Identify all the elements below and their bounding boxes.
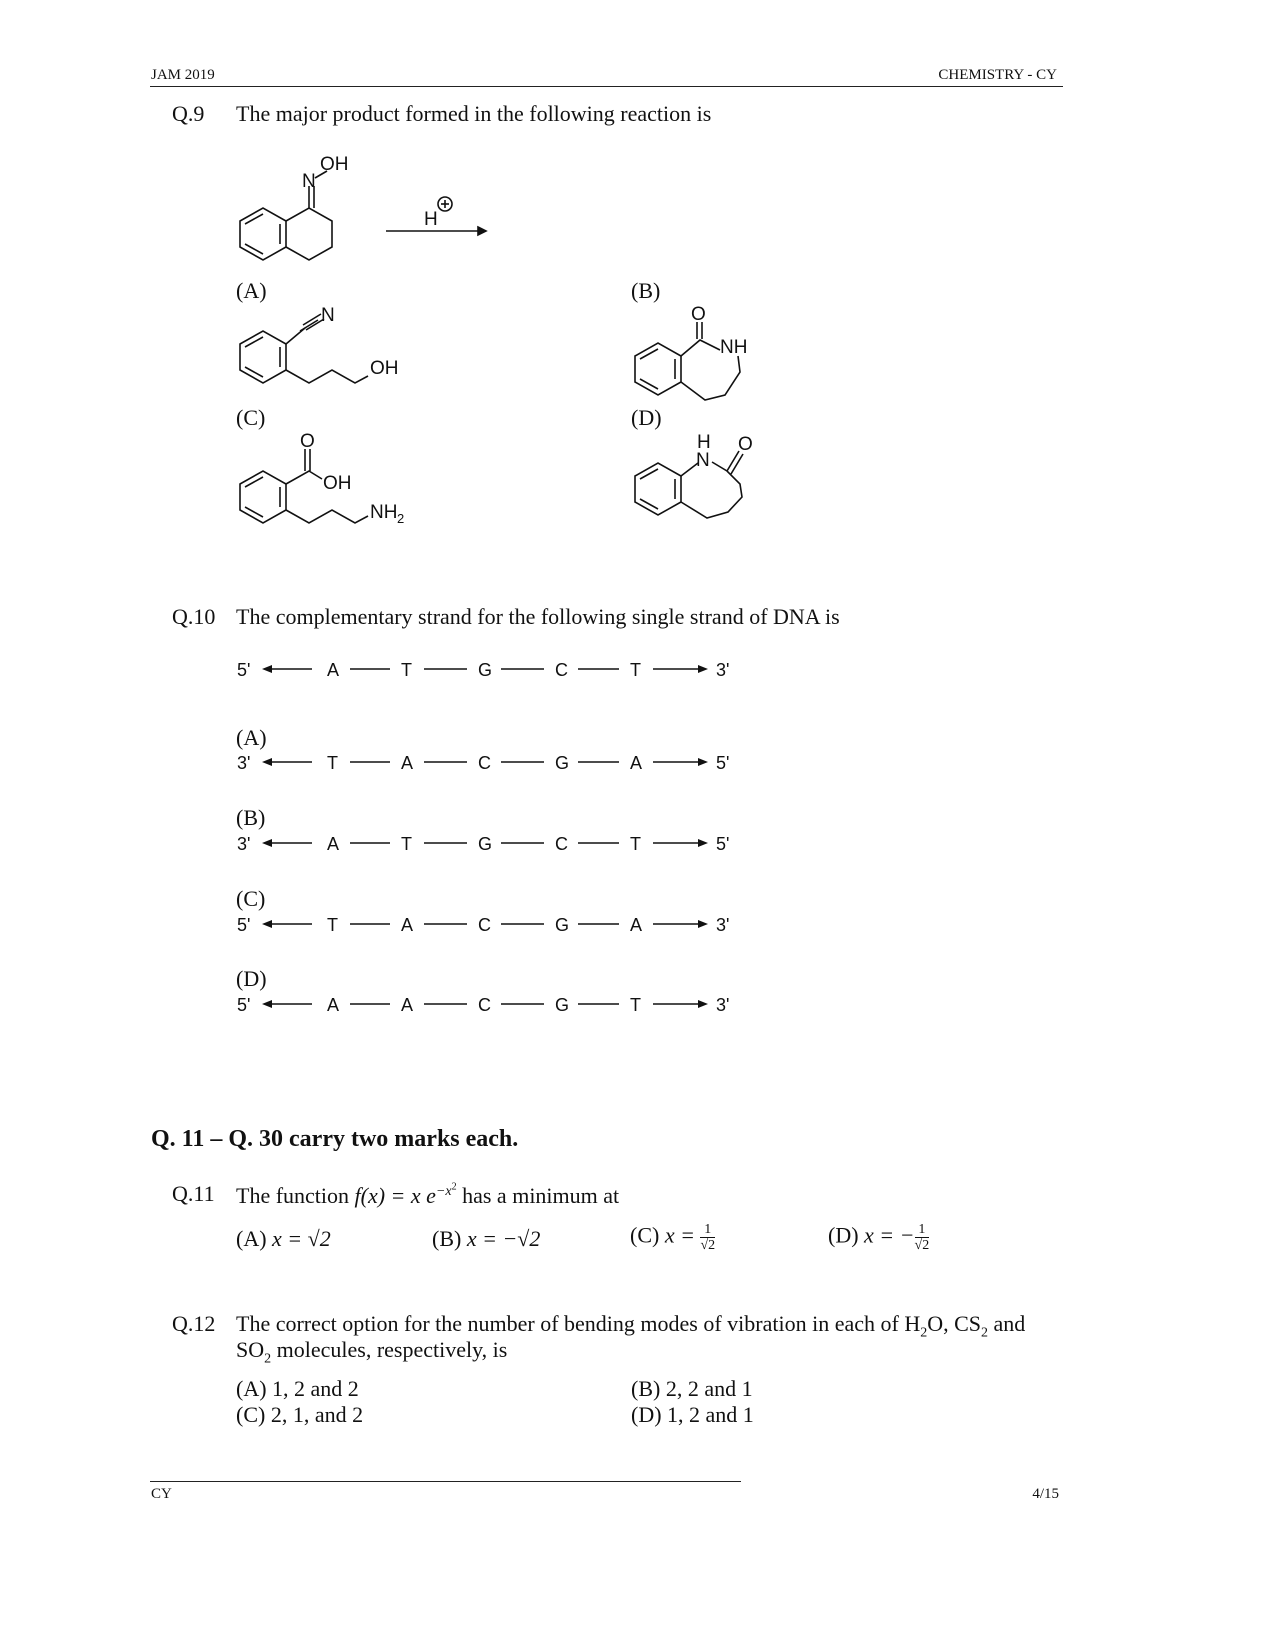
q11-option-c[interactable]: (C) x = $\frac{1}{√2}$ <box>630 1222 716 1253</box>
section-heading: Q. 11 – Q. 30 carry two marks each. <box>151 1126 519 1152</box>
option-c-strand-right-end: 3' <box>716 915 730 935</box>
q12-text-line2: $SO_2$ molecules, respectively, is <box>236 1337 508 1367</box>
q11-option-a[interactable]: (A) x = √2 <box>236 1226 331 1251</box>
q11-text-after: has a minimum at <box>456 1182 620 1208</box>
footer-rule <box>150 1481 741 1482</box>
c-nh2-label: NH <box>370 502 398 523</box>
option-c-strand <box>237 915 729 935</box>
q10-option-c-label[interactable]: (C) <box>236 886 266 911</box>
option-a-strand <box>237 753 729 773</box>
option-a-strand-base: A <box>401 753 414 773</box>
reagent-label: H <box>424 209 438 230</box>
q11-text-before: The function <box>236 1182 355 1208</box>
option-d-strand-base: G <box>555 995 570 1015</box>
option-b-strand <box>237 834 729 854</box>
given-strand-left-end: 5' <box>237 660 251 680</box>
option-b-strand-base: A <box>327 834 340 854</box>
d-o-label: O <box>738 434 753 455</box>
svg-text:2: 2 <box>397 511 405 526</box>
q11-option-b[interactable]: (B) x = −√2 <box>432 1226 541 1251</box>
q10-option-a-label[interactable]: (A) <box>236 725 267 750</box>
option-c-strand-left-end: 5' <box>237 915 251 935</box>
option-a-strand-base: T <box>327 753 338 773</box>
option-b-strand-right-arrowhead <box>698 839 708 847</box>
given-strand-right-arrowhead <box>698 665 708 673</box>
q11-exponent: −x2 <box>435 1181 457 1199</box>
option-a-strand-right-arrowhead <box>698 758 708 766</box>
given-strand-right-end: 3' <box>716 660 730 680</box>
option-b-strand-base: T <box>401 834 412 854</box>
option-b-strand-right-end: 5' <box>716 834 730 854</box>
q9-number: Q.9 <box>172 101 205 126</box>
option-c-strand-base: A <box>401 915 414 935</box>
a-n-label: N <box>321 305 335 326</box>
option-c-strand-left-arrowhead <box>262 920 272 928</box>
d-h-label: H <box>697 432 711 453</box>
a-oh-label: OH <box>370 358 399 379</box>
option-b-strand-left-end: 3' <box>237 834 251 854</box>
option-b-strand-left-arrowhead <box>262 839 272 847</box>
option-a-strand-base: A <box>630 753 643 773</box>
option-b-strand-base: C <box>555 834 568 854</box>
q12-option-a[interactable]: (A) 1, 2 and 2 <box>236 1376 359 1401</box>
option-d-strand <box>237 995 729 1015</box>
c-o-label: O <box>300 431 315 452</box>
oxime-oh-label: OH <box>320 154 349 175</box>
option-d-strand-left-end: 5' <box>237 995 251 1015</box>
option-a-strand-left-end: 3' <box>237 753 251 773</box>
given-strand-base: A <box>327 660 340 680</box>
q11-text <box>236 1181 619 1209</box>
option-c-strand-base: T <box>327 915 338 935</box>
q12-option-b[interactable]: (B) 2, 2 and 1 <box>631 1376 753 1401</box>
option-d-strand-right-arrowhead <box>698 1000 708 1008</box>
header-left: JAM 2019 <box>151 67 215 83</box>
option-c-strand-right-arrowhead <box>698 920 708 928</box>
oxime-n-label: N <box>302 171 316 192</box>
q10-option-d-label[interactable]: (D) <box>236 966 267 991</box>
given-strand <box>237 660 729 680</box>
q12-text-line1: The correct option for the number of bending modes of vibration in each of $H_2O$, $CS_2$ and <box>236 1311 1026 1341</box>
option-d-strand-left-arrowhead <box>262 1000 272 1008</box>
option-a-strand-base: C <box>478 753 491 773</box>
option-d-strand-base: T <box>630 995 641 1015</box>
option-d-strand-base: C <box>478 995 491 1015</box>
given-strand-base: T <box>630 660 641 680</box>
option-d-strand-base: A <box>401 995 414 1015</box>
option-b-strand-base: T <box>630 834 641 854</box>
q12-option-d[interactable]: (D) 1, 2 and 1 <box>631 1402 754 1427</box>
option-c-strand-base: C <box>478 915 491 935</box>
b-nh-label: NH <box>720 337 748 358</box>
q9-option-b-label[interactable]: (B) <box>631 278 661 303</box>
q11-number: Q.11 <box>172 1181 215 1206</box>
b-o-label: O <box>691 304 706 325</box>
given-strand-left-arrowhead <box>262 665 272 673</box>
d-n-label: N <box>696 450 710 471</box>
q10-option-b-label[interactable]: (B) <box>236 805 266 830</box>
header-right: CHEMISTRY - CY <box>938 67 1057 83</box>
footer-left: CY <box>151 1486 172 1502</box>
option-c-strand-base: G <box>555 915 570 935</box>
q9-text: The major product formed in the following reaction is <box>236 101 712 126</box>
option-a-strand-base: G <box>555 753 570 773</box>
q9-option-c-label[interactable]: (C) <box>236 405 266 430</box>
q10-text: The complementary strand for the following single strand of DNA is <box>236 604 840 629</box>
option-d-strand-right-end: 3' <box>716 995 730 1015</box>
option-d-strand-base: A <box>327 995 340 1015</box>
reactant-benzene-ring <box>240 208 286 260</box>
q9-option-a-label[interactable]: (A) <box>236 278 267 303</box>
option-a-strand-right-end: 5' <box>716 753 730 773</box>
q12-number: Q.12 <box>172 1311 216 1336</box>
footer-right: 4/15 <box>1032 1486 1059 1502</box>
q11-option-d[interactable]: (D) x = − $\frac{1}{√2}$ <box>828 1222 930 1253</box>
option-a-strand-left-arrowhead <box>262 758 272 766</box>
option-c-strand-base: A <box>630 915 643 935</box>
given-strand-base: C <box>555 660 568 680</box>
q10-dna-strands <box>0 640 900 1040</box>
given-strand-base: T <box>401 660 412 680</box>
given-strand-base: G <box>478 660 493 680</box>
q12-option-c[interactable]: (C) 2, 1, and 2 <box>236 1402 364 1427</box>
q9-option-d-label[interactable]: (D) <box>631 405 662 430</box>
q11-function: f(x) = x e <box>354 1182 436 1208</box>
option-b-strand-base: G <box>478 834 493 854</box>
c-oh-label: OH <box>323 473 352 494</box>
q10-number: Q.10 <box>172 604 216 629</box>
